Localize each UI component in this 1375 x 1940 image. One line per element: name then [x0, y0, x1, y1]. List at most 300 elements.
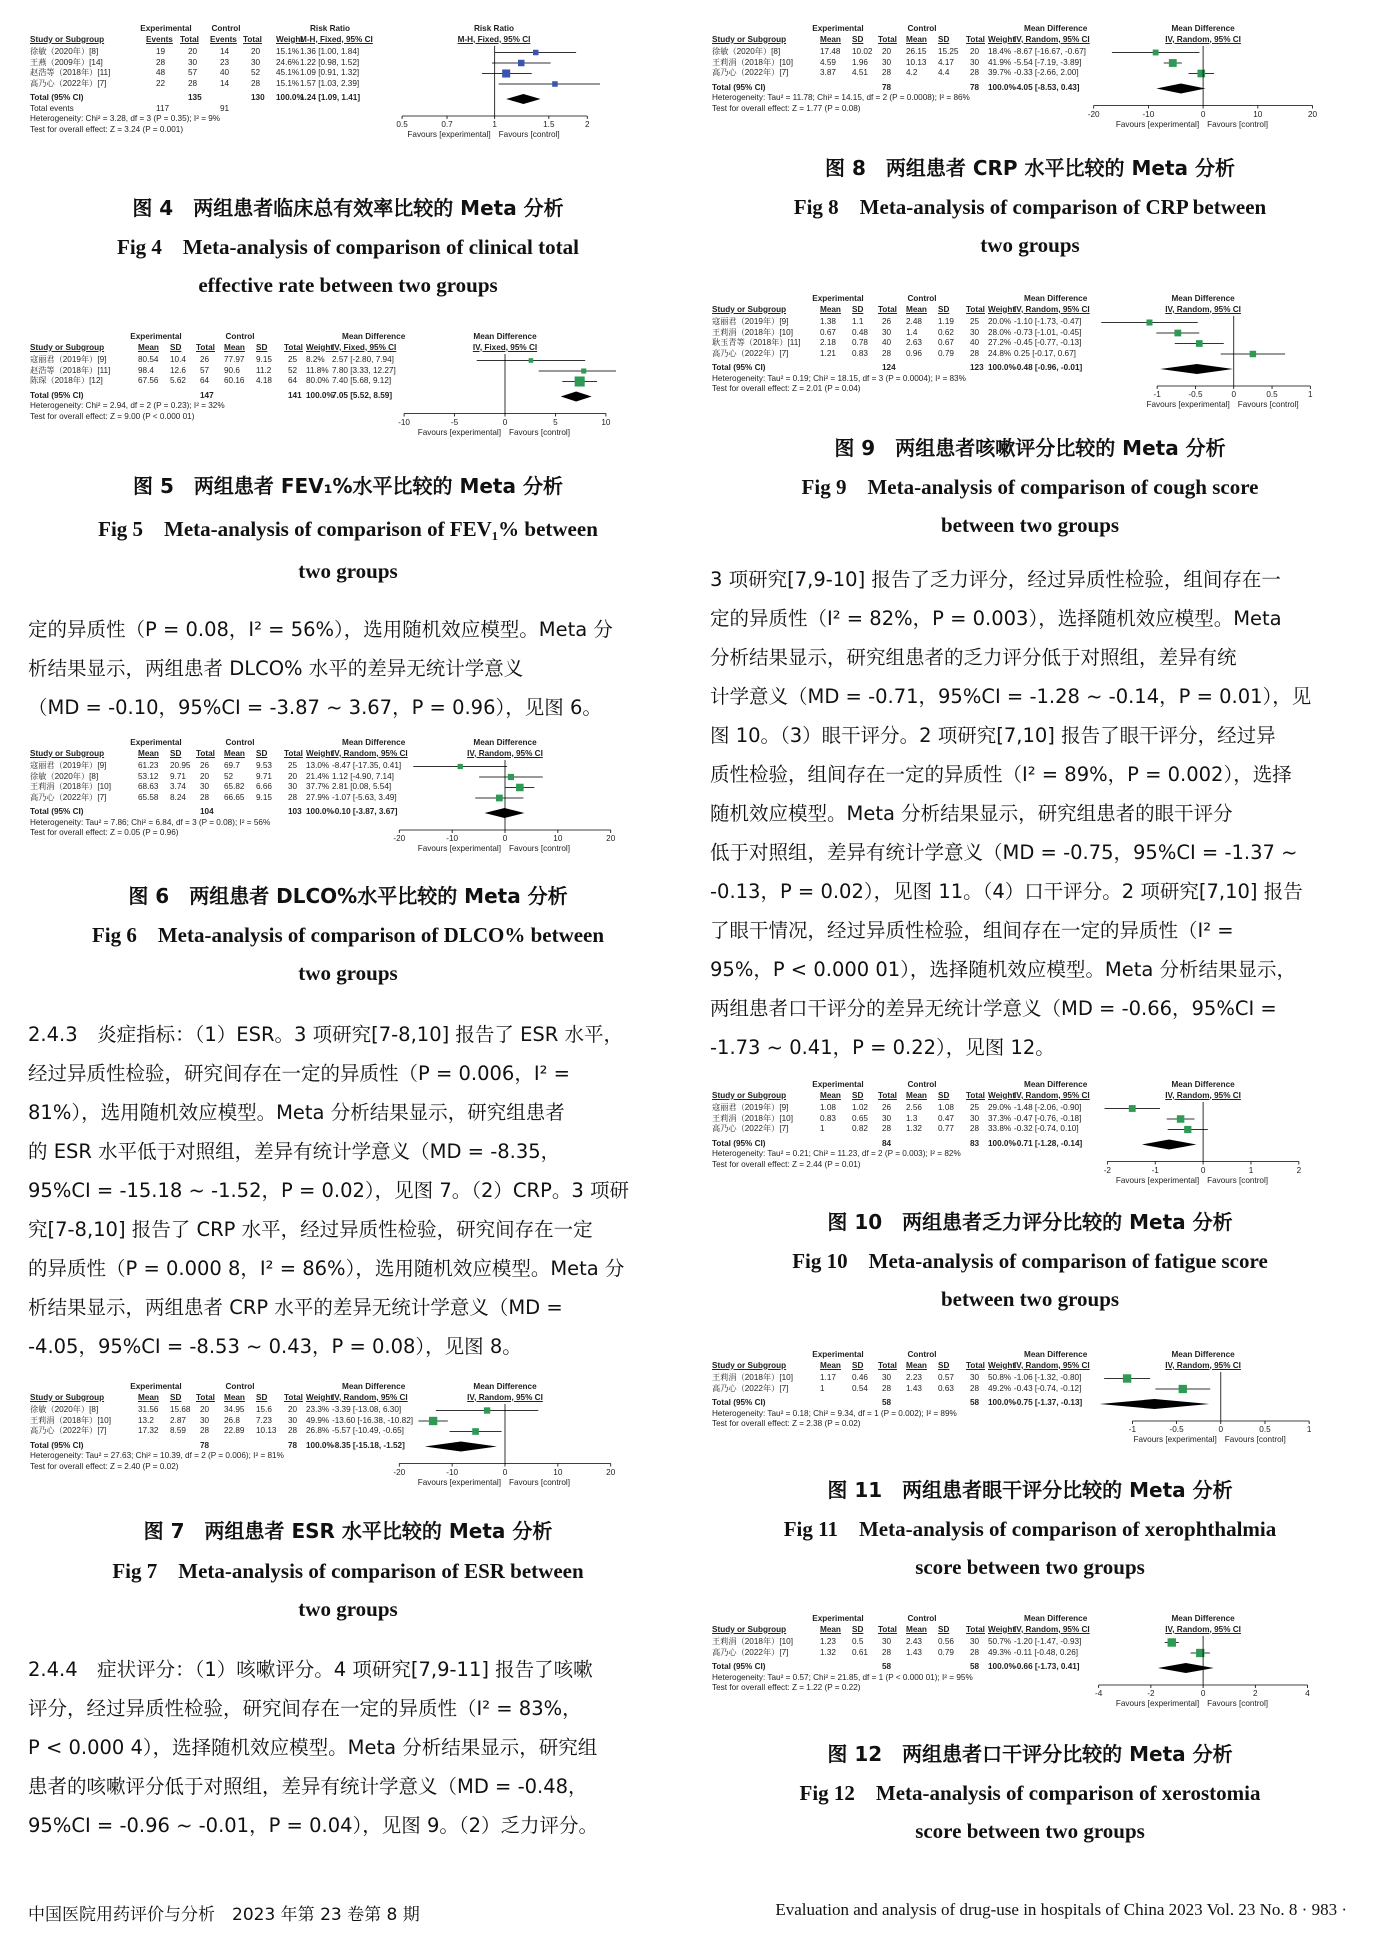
favours-experimental-label: Favours [experimental] [417, 844, 501, 853]
figure-12-caption-en-2: score between two groups [915, 1819, 1145, 1843]
cell-mean: 1.38 [820, 317, 836, 326]
heterogeneity: Heterogeneity: Chi² = 2.94, df = 2 (P = 0.23); I² = 32% [30, 401, 225, 410]
cell-mean: 53.12 [138, 771, 159, 781]
header-total: Total [966, 1360, 985, 1370]
header-control: Control [907, 24, 937, 33]
header-method-plot: IV, Random, 95% CI [1165, 1090, 1241, 1100]
cell-events: 14 [220, 47, 230, 56]
text-line: 95%CI = -0.96 ~ -0.01，P = 0.04），见图 9。（2）乏力评分。 [28, 1814, 599, 1837]
pooled-diamond [1142, 1140, 1197, 1150]
overall-effect: Test for overall effect: Z = 2.38 (P = 0.02) [712, 1419, 861, 1428]
cell-total: 30 [970, 1637, 980, 1646]
cell-total: 52 [288, 365, 298, 375]
favours-experimental-label: Favours [experimental] [417, 427, 501, 437]
cell-sd: 15.6 [256, 1405, 272, 1414]
header-study: Study or Subgroup [712, 1090, 787, 1100]
cell-total: 26 [882, 1103, 892, 1112]
cell-weight: 24.8% [988, 348, 1012, 358]
header-mean: Mean [224, 342, 245, 352]
cell-sd: 9.15 [256, 792, 272, 802]
figure-10-caption-en-2: between two groups [940, 1287, 1120, 1311]
figure-8-caption-cn: 图 8 两组患者 CRP 水平比较的 Meta 分析 [825, 156, 1235, 180]
study-name: 徐敏（2020年）[8] [30, 47, 99, 56]
header-total: Total [878, 1090, 897, 1100]
effect-square [429, 1417, 437, 1425]
text-line: 经过异质性检验，研究间存在一定的异质性（P = 0.006，I² = [28, 1062, 570, 1085]
header-mean: Mean [138, 748, 159, 758]
cell-sd: 1.96 [852, 57, 868, 67]
header-control: Control [907, 1614, 937, 1623]
total-n: 83 [970, 1138, 980, 1148]
total-n: 58 [970, 1662, 980, 1671]
cell-ci: -0.11 [-0.48, 0.26] [1014, 1647, 1079, 1657]
cell-weight: 13.0% [306, 761, 330, 770]
study-name: 徐敏（2020年）[8] [30, 1405, 99, 1414]
cell-weight: 50.8% [988, 1373, 1012, 1382]
x-tick-label: -1 [1153, 390, 1161, 399]
total-n: 147 [200, 390, 214, 400]
x-tick-label: -2 [1103, 1165, 1111, 1175]
header-total: Total [966, 1624, 985, 1634]
effect-square [552, 81, 557, 86]
cell-total: 28 [200, 1426, 210, 1435]
header-study: Study or Subgroup [30, 34, 105, 44]
header-experimental: Experimental [812, 294, 864, 303]
header-total: Total [196, 342, 215, 352]
study-name: 耿玉青等（2018年）[11] [712, 338, 801, 347]
header-method-plot: IV, Random, 95% CI [1165, 1624, 1241, 1634]
x-tick-label: -4 [1095, 1689, 1103, 1698]
cell-mean: 1.23 [820, 1637, 836, 1646]
cell-total: 28 [882, 1383, 892, 1393]
study-name: 王莉涓（2018年）[10] [712, 1637, 793, 1646]
total-label: Total (95% CI) [30, 390, 84, 400]
figure-4-caption-en-1: Fig 4 Meta-analysis of comparison of clinical total [117, 235, 579, 259]
cell-total: 28 [970, 348, 980, 358]
cell-total: 64 [288, 376, 298, 385]
cell-total: 28 [882, 1124, 892, 1133]
total-n: 78 [882, 82, 892, 92]
header-total: Total [196, 748, 215, 758]
cell-total: 20 [882, 47, 892, 56]
cell-total: 30 [882, 327, 892, 337]
cell-mean: 65.82 [224, 782, 245, 791]
header-weight: Weight [306, 1392, 334, 1402]
header-effect: Mean Difference [342, 332, 406, 341]
header-mean: Mean [138, 342, 159, 352]
text-line: 95%，P < 0.000 01），选择随机效应模型。Meta 分析结果显示， [710, 958, 1297, 981]
total-weight: 100.0% [988, 82, 1016, 92]
cell-ci: 0.25 [-0.17, 0.67] [1014, 348, 1076, 358]
paragraph-symptoms-cont [710, 560, 1350, 1067]
cell-mean: 26.8 [224, 1415, 240, 1425]
cell-total: 28 [882, 1647, 892, 1657]
total-ci: -0.75 [-1.37, -0.13] [1014, 1398, 1083, 1407]
study-name: 寇丽君（2019年）[9] [30, 761, 107, 770]
header-experimental: Experimental [130, 1382, 182, 1391]
total-ci: -0.71 [-1.28, -0.14] [1014, 1138, 1083, 1148]
cell-sd: 10.4 [170, 355, 186, 364]
text-line: 2.4.4 症状评分：（1）咳嗽评分。4 项研究[7,9-11] 报告了咳嗽 [28, 1658, 593, 1681]
cell-mean: 10.13 [906, 57, 927, 67]
header-control: Control [225, 738, 255, 747]
cell-sd: 4.4 [938, 68, 950, 77]
cell-total: 30 [251, 57, 261, 67]
cell-events: 19 [156, 47, 166, 56]
header-mean: Mean [820, 1360, 841, 1370]
header-experimental: Experimental [140, 24, 192, 33]
cell-mean: 1 [820, 1124, 825, 1133]
cell-total: 30 [970, 57, 980, 67]
cell-mean: 13.2 [138, 1415, 154, 1425]
total-n: 78 [288, 1440, 298, 1450]
header-experimental: Experimental [812, 1350, 864, 1359]
effect-square [1123, 1374, 1131, 1382]
total-n: 58 [970, 1398, 980, 1407]
x-tick-label: 0.5 [1259, 1425, 1271, 1434]
cell-total: 30 [970, 1113, 980, 1123]
cell-mean: 77.97 [224, 355, 245, 364]
cell-sd: 2.87 [170, 1415, 186, 1425]
cell-mean: 2.43 [906, 1637, 922, 1646]
header-mean: Mean [224, 748, 245, 758]
header-total: Total [243, 34, 262, 44]
x-tick-label: 2 [584, 120, 590, 129]
effect-square [472, 1428, 479, 1435]
header-sd: SD [938, 1624, 950, 1634]
header-events: Events [210, 34, 237, 44]
footer-journal-cn: 中国医院用药评价与分析 2023 年第 23 卷第 8 期 [28, 1905, 420, 1925]
cell-mean: 3.87 [820, 68, 836, 77]
study-name: 高乃心（2022年）[7] [712, 348, 789, 358]
cell-weight: 37.7% [306, 782, 330, 791]
pooled-diamond [1160, 364, 1233, 374]
study-name: 王莉涓（2018年）[10] [30, 782, 111, 791]
cell-sd: 4.51 [852, 68, 868, 77]
figure-5-caption-en-1: Fig 5 Meta-analysis of comparison of FEV₁% between [98, 517, 598, 541]
x-tick-label: 20 [606, 1467, 616, 1477]
figure-10-caption-cn: 图 10 两组患者乏力评分比较的 Meta 分析 [827, 1210, 1233, 1234]
x-tick-label: 4 [1305, 1689, 1310, 1698]
forest-plot-fig6 [28, 736, 628, 866]
cell-total: 28 [970, 68, 980, 77]
cell-weight: 21.4% [306, 771, 330, 781]
header-sd: SD [256, 748, 268, 758]
favours-experimental-label: Favours [experimental] [1115, 1699, 1200, 1708]
cell-ci: -0.33 [-2.66, 2.00] [1014, 68, 1079, 77]
effect-square [533, 50, 538, 55]
header-sd: SD [170, 342, 182, 352]
header-method: IV, Random, 95% CI [1014, 304, 1090, 314]
cell-ci: -1.48 [-2.06, -0.90] [1014, 1103, 1082, 1112]
cell-mean: 22.89 [224, 1426, 245, 1435]
header-mean: Mean [906, 1624, 927, 1634]
cell-mean: 1.43 [906, 1647, 922, 1657]
cell-sd: 0.5 [852, 1637, 864, 1646]
header-effect: Mean Difference [1024, 1614, 1088, 1623]
x-tick-label: 1 [1308, 390, 1313, 399]
cell-ci: -5.57 [-10.49, -0.65] [332, 1426, 404, 1435]
cell-total: 25 [970, 317, 980, 326]
cell-ci: -1.20 [-1.47, -0.93] [1014, 1637, 1082, 1646]
cell-total: 40 [882, 338, 892, 347]
header-effect: Mean Difference [342, 1382, 406, 1391]
cell-total: 57 [188, 68, 198, 77]
cell-total: 20 [251, 47, 261, 56]
header-effect: Mean Difference [1024, 1080, 1088, 1089]
cell-sd: 0.83 [852, 348, 868, 358]
cell-total: 28 [200, 792, 210, 802]
total-weight: 100.0% [306, 1440, 334, 1450]
x-tick-label: 0 [502, 1467, 508, 1477]
x-tick-label: -20 [393, 1467, 406, 1477]
x-tick-label: 2 [1253, 1689, 1258, 1698]
effect-square [1129, 1105, 1136, 1112]
cell-ci: -0.45 [-0.77, -0.13] [1014, 338, 1082, 347]
effect-square [502, 69, 510, 77]
header-sd: SD [938, 34, 950, 44]
cell-sd: 0.63 [938, 1383, 954, 1393]
total-weight: 100.0% [988, 1398, 1016, 1407]
cell-total: 28 [288, 792, 298, 802]
cell-mean: 1.08 [820, 1103, 836, 1112]
overall-effect: Test for overall effect: Z = 2.44 (P = 0.01) [712, 1159, 861, 1169]
figure-6-caption-en-1: Fig 6 Meta-analysis of comparison of DLCO% between [91, 923, 605, 947]
study-name: 高乃心（2022年）[7] [30, 792, 107, 802]
header-effect-plot: Mean Difference [1171, 1350, 1235, 1359]
study-name: 高乃心（2022年）[7] [712, 1647, 789, 1657]
header-sd: SD [852, 1360, 864, 1370]
x-tick-label: -1 [1128, 1425, 1137, 1434]
header-sd: SD [256, 342, 268, 352]
cell-ci: -0.32 [-0.74, 0.10] [1014, 1124, 1079, 1133]
cell-total: 30 [200, 1415, 210, 1425]
cell-sd: 9.71 [256, 771, 272, 781]
figure-5-caption-cn: 图 5 两组患者 FEV₁%水平比较的 Meta 分析 [133, 474, 563, 498]
effect-square [529, 358, 534, 363]
total-ci: 1.24 [1.09, 1.41] [300, 93, 361, 102]
effect-square [516, 784, 524, 792]
study-name: 王莉涓（2018年）[10] [30, 1415, 111, 1425]
cell-weight: 18.4% [988, 47, 1012, 56]
total-ci: -4.05 [-8.53, 0.43] [1014, 82, 1080, 92]
x-tick-label: 0 [1231, 390, 1237, 399]
figure-6-caption-cn: 图 6 两组患者 DLCO%水平比较的 Meta 分析 [128, 884, 568, 908]
heterogeneity: Heterogeneity: Tau² = 0.21; Chi² = 11.23, df = 2 (P = 0.003); I² = 82% [712, 1149, 961, 1158]
total-n: 124 [882, 363, 896, 372]
favours-control-label: Favours [control] [509, 844, 570, 853]
cell-mean: 1.17 [820, 1373, 836, 1382]
forest-plot-fig11 [710, 1348, 1330, 1458]
effect-square [1179, 1385, 1187, 1393]
cell-weight: 28.0% [988, 327, 1012, 337]
cell-weight: 49.9% [306, 1415, 330, 1425]
cell-ci: -1.10 [-1.73, -0.47] [1014, 317, 1082, 326]
effect-square [1184, 1126, 1191, 1133]
header-mean: Mean [224, 1392, 245, 1402]
favours-experimental-label: Favours [experimental] [417, 1477, 501, 1487]
cell-ci: -13.60 [-16.38, -10.82] [332, 1415, 414, 1425]
total-events: 91 [220, 103, 230, 113]
cell-total: 25 [288, 355, 298, 364]
total-label: Total (95% CI) [712, 1138, 766, 1148]
cell-sd: 12.6 [170, 365, 186, 375]
cell-events: 40 [220, 68, 230, 77]
cell-ci: -1.06 [-1.32, -0.80] [1014, 1373, 1082, 1382]
cell-weight: 15.1% [276, 47, 300, 56]
figure-12-caption-cn: 图 12 两组患者口干评分比较的 Meta 分析 [827, 1742, 1233, 1766]
effect-square [1153, 50, 1159, 56]
header-study: Study or Subgroup [712, 34, 787, 44]
total-ci: -0.66 [-1.73, 0.41] [1014, 1662, 1080, 1671]
cell-mean: 1 [820, 1383, 825, 1393]
x-tick-label: 10 [601, 417, 611, 427]
figure-11-caption-en-1: Fig 11 Meta-analysis of comparison of xerophthalmia [783, 1517, 1277, 1541]
study-name: 高乃心（2022年）[7] [30, 1426, 107, 1435]
study-name: 高乃心（2022年）[7] [30, 78, 107, 88]
header-control: Control [211, 24, 241, 33]
header-method: M-H, Fixed, 95% CI [300, 34, 373, 44]
x-tick-label: 10 [553, 834, 563, 843]
x-tick-label: 0 [1218, 1425, 1224, 1434]
cell-mean: 98.4 [138, 365, 154, 375]
header-method-plot: IV, Random, 95% CI [1165, 1360, 1241, 1370]
cell-sd: 8.59 [170, 1426, 186, 1435]
header-sd: SD [852, 304, 864, 314]
cell-total: 64 [200, 376, 210, 385]
cell-total: 28 [251, 78, 261, 88]
cell-total: 40 [970, 338, 980, 347]
text-line: 分析结果显示，研究组患者的乏力评分低于对照组，差异有统 [710, 646, 1237, 669]
header-effect-plot: Mean Difference [473, 738, 537, 747]
effect-square [575, 376, 585, 386]
cell-sd: 0.82 [852, 1124, 868, 1133]
cell-sd: 9.71 [170, 771, 186, 781]
paragraph-inflammation [28, 1015, 668, 1366]
cell-mean: 65.58 [138, 792, 159, 802]
header-mean: Mean [906, 304, 927, 314]
figure-7-caption-en-1: Fig 7 Meta-analysis of comparison of ESR between [112, 1559, 584, 1583]
figure-11-caption-cn: 图 11 两组患者眼干评分比较的 Meta 分析 [827, 1478, 1233, 1502]
cell-total: 28 [970, 1647, 980, 1657]
overall-effect: Test for overall effect: Z = 2.01 (P = 0.04) [712, 384, 861, 393]
text-line: 低于对照组，差异有统计学意义（MD = -0.75，95%CI = -1.37 ~ [710, 841, 1298, 864]
cell-weight: 15.1% [276, 78, 300, 88]
cell-weight: 29.0% [988, 1103, 1012, 1112]
study-name: 王莉涓（2018年）[10] [712, 1373, 793, 1382]
effect-square [1177, 1115, 1184, 1122]
header-total: Total [966, 34, 985, 44]
cell-ci: -0.73 [-1.01, -0.45] [1014, 327, 1082, 337]
effect-square [496, 795, 503, 802]
study-name: 寇丽君（2019年）[9] [30, 355, 107, 364]
header-sd: SD [938, 304, 950, 314]
header-sd: SD [938, 1360, 950, 1370]
x-tick-label: 20 [606, 834, 616, 843]
header-effect-plot: Mean Difference [473, 1382, 537, 1391]
total-label: Total (95% CI) [30, 93, 84, 102]
cell-sd: 1.1 [852, 317, 864, 326]
header-study: Study or Subgroup [30, 342, 105, 352]
favours-experimental-label: Favours [experimental] [1115, 119, 1200, 129]
header-mean: Mean [820, 34, 841, 44]
text-line: -1.73 ~ 0.41，P = 0.22），见图 12。 [710, 1036, 1055, 1059]
cell-total: 30 [970, 1373, 980, 1382]
x-tick-label: -20 [1087, 109, 1100, 119]
cell-mean: 0.83 [820, 1113, 836, 1123]
header-mean: Mean [906, 1360, 927, 1370]
cell-sd: 0.46 [852, 1373, 868, 1382]
cell-sd: 9.15 [256, 355, 272, 364]
cell-mean: 0.67 [820, 327, 836, 337]
cell-mean: 1.32 [820, 1647, 836, 1657]
x-tick-label: -0.5 [1188, 390, 1203, 399]
x-tick-label: 0.5 [396, 120, 408, 129]
header-effect: Mean Difference [1024, 1350, 1088, 1359]
figure-9-caption-en-1: Fig 9 Meta-analysis of comparison of cough score [801, 475, 1259, 499]
cell-mean: 67.56 [138, 376, 159, 385]
x-tick-label: -10 [1142, 109, 1155, 119]
x-tick-label: -1 [1151, 1165, 1159, 1175]
header-mean: Mean [138, 1392, 159, 1402]
total-ci: -8.35 [-15.18, -1.52] [332, 1440, 405, 1450]
cell-sd: 0.48 [852, 327, 868, 337]
header-control: Control [225, 1382, 255, 1391]
x-tick-label: -20 [393, 834, 406, 843]
header-total: Total [196, 1392, 215, 1402]
cell-sd: 0.78 [852, 338, 868, 347]
total-ci: -0.10 [-3.87, 3.67] [332, 807, 398, 816]
x-tick-label: 0 [502, 834, 508, 843]
total-ci: 7.05 [5.52, 8.59] [332, 390, 393, 400]
cell-mean: 90.6 [224, 365, 240, 375]
overall-effect: Test for overall effect: Z = 2.40 (P = 0.02) [30, 1461, 179, 1471]
figure-9-caption-en-2: between two groups [940, 513, 1120, 537]
x-tick-label: -5 [450, 417, 459, 427]
x-tick-label: -10 [446, 1467, 459, 1477]
cell-sd: 15.25 [938, 47, 959, 56]
overall-effect: Test for overall effect: Z = 3.24 (P = 0.001) [30, 124, 184, 134]
x-tick-label: 1 [492, 120, 497, 129]
text-line: 评分，经过异质性检验，研究间存在一定的异质性（I² = 83%， [28, 1697, 582, 1720]
cell-sd: 1.19 [938, 317, 954, 326]
cell-sd: 6.66 [256, 782, 272, 791]
cell-mean: 2.23 [906, 1373, 922, 1382]
text-line: 质性检验，组间存在一定的异质性（I² = 89%，P = 0.002），选择 [710, 763, 1292, 786]
cell-weight: 49.2% [988, 1383, 1012, 1393]
total-weight: 100.0% [988, 1662, 1016, 1671]
header-method: IV, Random, 95% CI [1014, 1360, 1090, 1370]
study-name: 王燕（2009年）[14] [30, 57, 103, 67]
cell-total: 28 [970, 1383, 980, 1393]
study-name: 高乃心（2022年）[7] [712, 1124, 789, 1133]
total-n: 141 [288, 390, 302, 400]
cell-ci: -0.47 [-0.76, -0.18] [1014, 1113, 1082, 1123]
forest-plot-fig12 [710, 1612, 1330, 1722]
cell-total: 30 [882, 57, 892, 67]
forest-plot-fig9 [710, 292, 1330, 422]
cell-ci: 7.40 [5.68, 9.12] [332, 376, 392, 385]
header-method-plot: IV, Random, 95% CI [1165, 34, 1241, 44]
total-label: Total (95% CI) [712, 1398, 766, 1407]
header-experimental: Experimental [130, 332, 182, 341]
cell-mean: 69.7 [224, 761, 240, 770]
header-effect: Risk Ratio [310, 24, 351, 33]
header-study: Study or Subgroup [30, 1392, 105, 1402]
x-tick-label: -10 [398, 417, 410, 427]
figure-8-caption-en-2: two groups [980, 233, 1080, 257]
header-method-plot: IV, Fixed, 95% CI [472, 342, 538, 352]
